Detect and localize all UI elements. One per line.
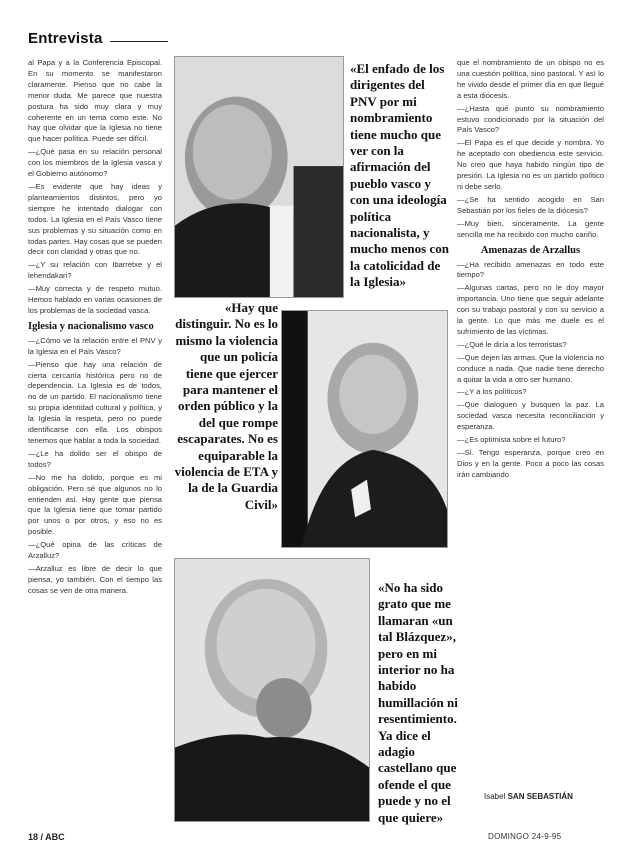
right-paragraph: —El Papa es el que decide y nombra. Yo he aceptado con obediencia este servicio. No creo que haya habido ningún tipo de presión. La Iglesia no es un partido político ni debe serlo. [457, 138, 604, 191]
left-paragraph: —Muy correcta y de respeto mutuo. Hemos hablado en varias ocasiones de los problemas de la sociedad vasca. [28, 284, 162, 315]
byline [484, 792, 573, 801]
section-label: Entrevista [28, 30, 103, 47]
right-paragraph: —Algunas cartas, pero no le doy mayor importancia. Uno tiene que seguir adelante con su trabajo pastoral y con su servicio a la gente. Lo que más me duele es el sufrimiento de las víctimas. [457, 283, 604, 336]
page-number: 18 / ABC [28, 832, 65, 842]
left-paragraph: —Arzalluz es libre de decir lo que piensa, yo también. Con el tiempo las cosas se ven de otra manera. [28, 563, 162, 595]
photo-bishop-1-image [175, 57, 343, 297]
right-paragraph: —¿Hasta qué punto su nombramiento estuvo condicionado por la situación del País Vasco? [457, 103, 604, 135]
pull-quote-3: «No ha sido grato que me llamaran «un tal Blázquez», pero en mi interior no ha habido humillación ni resentimiento. Ya dice el adagio castellano que ofende el que puede y no el que quiere» [378, 580, 458, 825]
pull-quote-1: «El enfado de los dirigentes del PNV por mi nombramiento tiene mucho que ver con la afirmación del pueblo vasco y con una ideología política nacionalista, y mucho menos con la catolicidad de la Iglesia» [350, 61, 449, 290]
byline-first-name: Isabel [484, 792, 506, 801]
right-paragraph: —Que dejen las armas. Que la violencia no conduce a nada. Que nadie tiene derecho a quitar la vida a otro ser humano. [457, 352, 604, 384]
left-paragraph: —No me ha dolido, porque es mi obligación. Pero sé que algunos no lo entienden así. Hay gente que piensa que la Iglesia tiene que tomar partido por unos o por otros, y eso no es posible. [28, 472, 162, 537]
right-column [457, 58, 604, 483]
issue-date: DOMINGO 24-9-95 [488, 832, 562, 841]
section-rule [110, 41, 168, 42]
left-paragraph: —¿Cómo ve la relación entre el PNV y la Iglesia en el País Vasco? [28, 335, 162, 356]
photo-bishop-3-image [175, 559, 369, 821]
left-paragraph: —¿Y su relación con Ibarretxe y el lehendakari? [28, 260, 162, 281]
left-paragraph: —Pienso que hay una relación de cierta cercanía histórica pero no de dependencia. La Iglesia es de todos, no de un partido. El nacionalismo tiene su propia identidad cultural y política, y la Iglesia la respeta, pero no puede identificarse con ella. Los obispos tenemos que hablar a toda la sociedad. [28, 359, 162, 445]
left-paragraph: al Papa y a la Conferencia Episcopal. En su momento se manifestaron claramente. Pienso que no cabe la menor duda. Me parece que nuestra postura ha sido muy clara y muy coherente en un tema como este. No hay que olvidar que la Iglesia no tiene que hacer política. Puede ser difícil. [28, 58, 162, 144]
right-subhead: Amenazas de Arzallus [480, 244, 581, 256]
right-paragraph: que el nombramiento de un obispo no es una cuestión política, sino pastoral. Y así lo he vivido desde el primer día en que llegué a esta diócesis. [457, 58, 604, 100]
right-paragraph: —Sí. Tengo esperanza, porque creo en Dios y en la gente. Poco a poco las cosas irán cambiando. [457, 448, 604, 479]
photo-bishop-3 [174, 558, 370, 822]
photo-bishop-2 [281, 310, 448, 548]
right-paragraph: —Muy bien, sinceramente. La gente sencilla me ha recibido con mucho cariño. [457, 218, 604, 239]
left-paragraph: —¿Qué opina de las críticas de Arzalluz? [28, 540, 162, 561]
right-paragraph: —¿Es optimista sobre el futuro? [457, 435, 566, 445]
byline-last-name: SAN SEBASTIÁN [507, 792, 573, 801]
right-paragraph: —Que dialoguen y busquen la paz. La sociedad vasca necesita reconciliación y esperanza. [457, 400, 604, 432]
right-paragraph: —¿Ha recibido amenazas en todo este tiempo? [457, 259, 604, 280]
left-column [28, 58, 162, 599]
left-paragraph: —Es evidente que hay ideas y planteamientos distintos, pero yo siempre he intentado dialogar con todos. La Iglesia en el País Vasco tiene sus problemas y su situación como en todas partes. Hay cosas que se pueden decir con claridad y otras que no. [28, 181, 162, 257]
left-paragraph: —¿Qué pasa en su relación personal con los miembros de la Iglesia vasca y el Gobierno autónomo? [28, 147, 162, 179]
photo-bishop-2-image [282, 311, 447, 547]
left-subhead: Iglesia y nacionalismo vasco [28, 320, 154, 332]
right-paragraph: —¿Se ha sentido acogido en San Sebastián por los fieles de la diócesis? [457, 194, 604, 215]
pull-quote-2: «Hay que distinguir. No es lo mismo la violencia que un policía tiene que ejercer para mantener el orden público y la del que rompe escaparates. No es equiparable la violencia de ETA y la de la Guardia Civil» [174, 300, 278, 512]
left-paragraph: —¿Le ha dolido ser el obispo de todos? [28, 448, 162, 469]
photo-bishop-1 [174, 56, 344, 298]
right-paragraph: —¿Qué le diría a los terroristas? [457, 339, 567, 349]
right-paragraph: —¿Y a los políticos? [457, 387, 527, 397]
